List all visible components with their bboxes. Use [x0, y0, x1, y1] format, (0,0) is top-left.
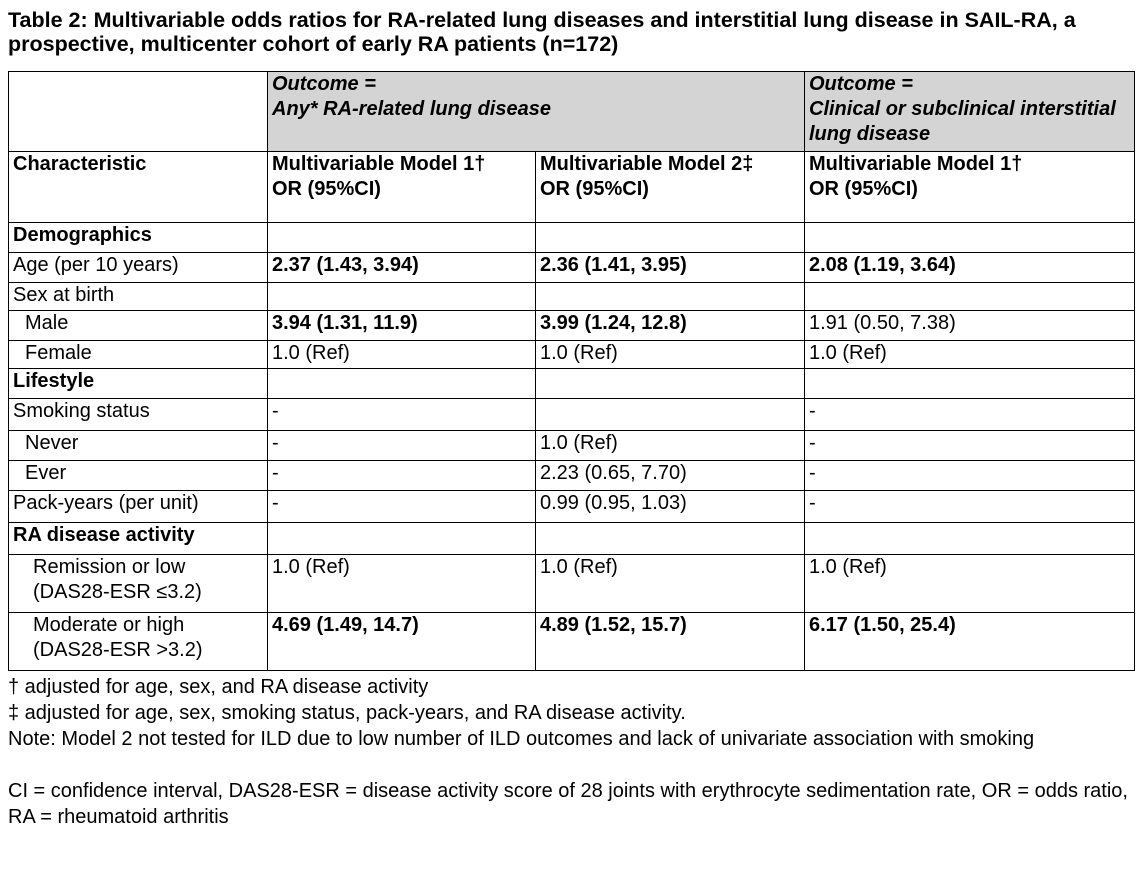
- table-title: Table 2: Multivariable odds ratios for RA-related lung diseases and interstitial lung disease in SAIL-RA, a prospective, multicenter cohort of early RA patients (n=172): [8, 8, 1076, 56]
- table-row: [9, 223, 1135, 253]
- outcome-label: Outcome =: [809, 73, 913, 95]
- or-value-cell: 1.0 (Ref): [536, 341, 805, 369]
- or-value-cell: 2.23 (0.65, 7.70): [536, 461, 805, 491]
- row-label: [9, 431, 268, 461]
- empty-header-cell: [9, 72, 268, 152]
- table-row: [9, 461, 1135, 491]
- section-label: [9, 223, 268, 253]
- model-header: [805, 152, 1135, 223]
- or-value-cell: [805, 369, 1135, 399]
- or-value-cell: [536, 399, 805, 431]
- outcome-value: Clinical or subclinical interstitial lung disease: [809, 98, 1116, 145]
- footnote: CI = confidence interval, DAS28-ESR = disease activity score of 28 joints with erythrocyte sedimentation rate, OR = odds ratio, RA = rheumatoid arthritis: [8, 780, 1128, 828]
- or-value-cell: [536, 369, 805, 399]
- table-row: [9, 431, 1135, 461]
- row-label: [9, 491, 268, 523]
- or-value-cell: 1.0 (Ref): [536, 555, 805, 613]
- label-text: Pack-years (per unit): [13, 492, 199, 514]
- footnotes: [8, 674, 1138, 830]
- outcome-label: Outcome =: [272, 73, 376, 95]
- table-row: [9, 523, 1135, 555]
- footnote: † adjusted for age, sex, and RA disease activity: [8, 676, 429, 698]
- table-row: [9, 341, 1135, 369]
- table-row: [9, 283, 1135, 311]
- label-text: Lifestyle: [13, 370, 95, 392]
- or-value-cell: [268, 283, 536, 311]
- table-row: [9, 613, 1135, 671]
- section-label: [9, 523, 268, 555]
- or-value-cell: [536, 523, 805, 555]
- or-value-cell: -: [268, 461, 536, 491]
- row-label: [9, 311, 268, 341]
- label-text: Never: [25, 432, 79, 454]
- model-name: Multivariable Model 1†: [272, 153, 486, 175]
- or-value-cell: -: [805, 491, 1135, 523]
- footnote: Note: Model 2 not tested for ILD due to low number of ILD outcomes and lack of univariate association with smoking: [8, 728, 1035, 750]
- or-value-cell: 3.99 (1.24, 12.8): [536, 311, 805, 341]
- or-value-cell: 2.37 (1.43, 3.94): [268, 253, 536, 283]
- or-value-cell: 1.0 (Ref): [805, 341, 1135, 369]
- label-text: Age (per 10 years): [13, 254, 179, 276]
- table-row: [9, 253, 1135, 283]
- section-label: [9, 369, 268, 399]
- label-text: Moderate or high: [33, 614, 185, 636]
- label-text: Smoking status: [13, 400, 150, 422]
- or-value-cell: 1.91 (0.50, 7.38): [805, 311, 1135, 341]
- label-subtext: (DAS28-ESR >3.2): [33, 639, 203, 661]
- row-label: [9, 399, 268, 431]
- or-value-cell: [805, 223, 1135, 253]
- or-value-cell: 1.0 (Ref): [268, 555, 536, 613]
- label-text: Demographics: [13, 224, 152, 246]
- or-value-cell: [536, 223, 805, 253]
- model-name: Multivariable Model 1†: [809, 153, 1023, 175]
- or-value-cell: [805, 283, 1135, 311]
- model-metric: OR (95%CI): [809, 178, 918, 200]
- label-text: Male: [25, 312, 69, 334]
- table-row: [9, 399, 1135, 431]
- or-value-cell: -: [268, 399, 536, 431]
- or-value-cell: -: [805, 461, 1135, 491]
- model-header: [268, 152, 536, 223]
- model-metric: OR (95%CI): [540, 178, 649, 200]
- label-text: Sex at birth: [13, 284, 115, 306]
- or-value-cell: 6.17 (1.50, 25.4): [805, 613, 1135, 671]
- row-label: [9, 253, 268, 283]
- outcome-header-row: [9, 72, 1135, 152]
- row-label: [9, 283, 268, 311]
- or-value-cell: [805, 523, 1135, 555]
- column-header-row: [9, 152, 1135, 223]
- model-header: [536, 152, 805, 223]
- odds-ratio-table: [8, 71, 1135, 671]
- model-metric: OR (95%CI): [272, 178, 381, 200]
- table-row: [9, 555, 1135, 613]
- or-value-cell: 1.0 (Ref): [805, 555, 1135, 613]
- or-value-cell: -: [268, 491, 536, 523]
- or-value-cell: [536, 283, 805, 311]
- or-value-cell: 1.0 (Ref): [268, 341, 536, 369]
- or-value-cell: [268, 223, 536, 253]
- or-value-cell: 4.69 (1.49, 14.7): [268, 613, 536, 671]
- or-value-cell: 4.89 (1.52, 15.7): [536, 613, 805, 671]
- label-text: RA disease activity: [13, 524, 195, 546]
- table-row: [9, 311, 1135, 341]
- table-row: [9, 369, 1135, 399]
- row-label: [9, 613, 268, 671]
- or-value-cell: -: [268, 431, 536, 461]
- or-value-cell: -: [805, 431, 1135, 461]
- label-text: Ever: [25, 462, 67, 484]
- or-value-cell: 1.0 (Ref): [536, 431, 805, 461]
- or-value-cell: -: [805, 399, 1135, 431]
- outcome-ild: [805, 72, 1135, 152]
- or-value-cell: [268, 523, 536, 555]
- label-text: Remission or low: [33, 556, 186, 578]
- model-name: Multivariable Model 2‡: [540, 153, 754, 175]
- or-value-cell: [268, 369, 536, 399]
- or-value-cell: 3.94 (1.31, 11.9): [268, 311, 536, 341]
- label-subtext: (DAS28-ESR ≤3.2): [33, 581, 202, 603]
- or-value-cell: 2.36 (1.41, 3.95): [536, 253, 805, 283]
- or-value-cell: 2.08 (1.19, 3.64): [805, 253, 1135, 283]
- row-label: [9, 341, 268, 369]
- label-text: Female: [25, 342, 92, 364]
- or-value-cell: 0.99 (0.95, 1.03): [536, 491, 805, 523]
- characteristic-header: Characteristic: [9, 152, 268, 223]
- footnote-spacer: [8, 752, 1138, 778]
- footnote: ‡ adjusted for age, sex, smoking status, pack-years, and RA disease activity.: [8, 702, 686, 724]
- table-row: [9, 491, 1135, 523]
- row-label: [9, 555, 268, 613]
- row-label: [9, 461, 268, 491]
- outcome-value: Any* RA-related lung disease: [272, 98, 551, 120]
- outcome-any-ra-lung-disease: [268, 72, 805, 152]
